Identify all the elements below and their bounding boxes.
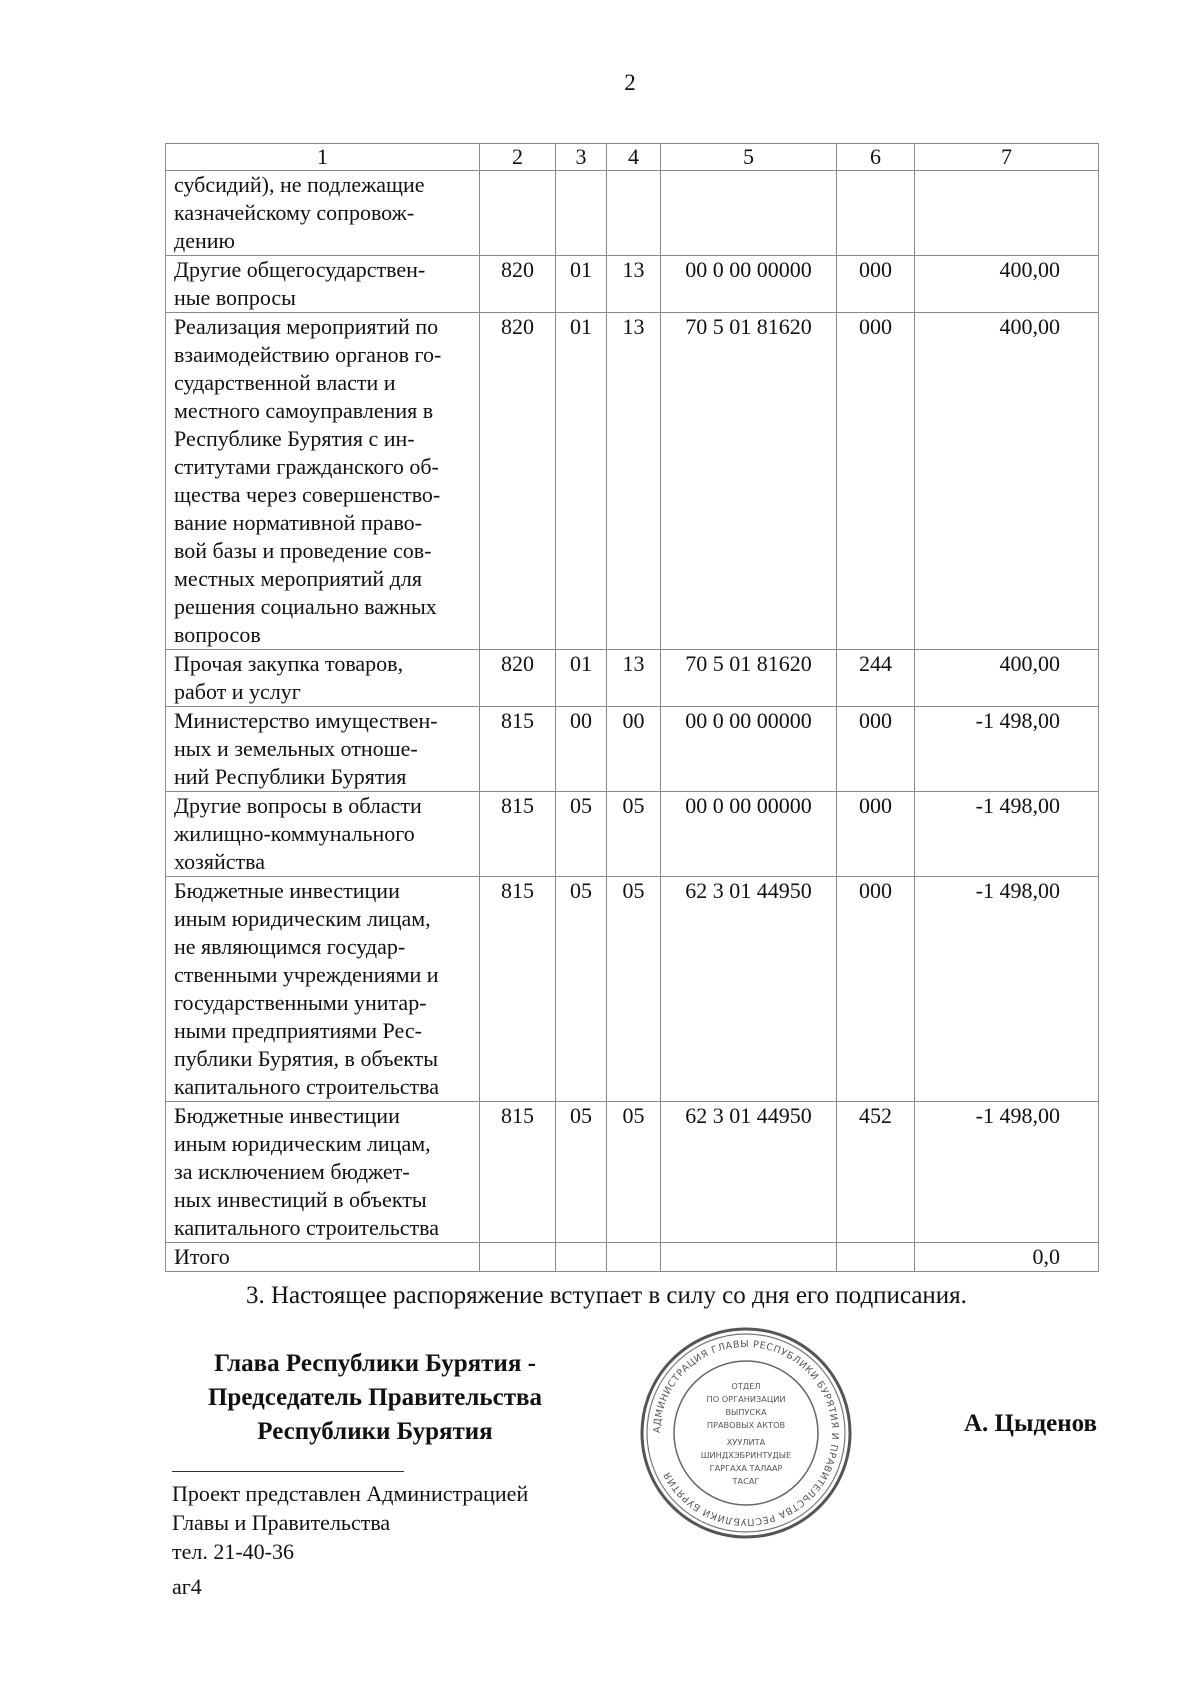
row-name-cell — [166, 877, 480, 1102]
row-name-cell — [166, 707, 480, 792]
svg-text:ГАРГАХА ТАЛААР: ГАРГАХА ТАЛААР — [709, 1463, 783, 1473]
target-article-cell: 70 5 01 81620 — [661, 313, 837, 650]
admin-code-cell — [480, 1243, 556, 1272]
row-name-line: ственными учреждениями и — [174, 962, 439, 987]
row-name-line: Министерство имуществен- — [174, 708, 438, 733]
target-article-cell: 62 3 01 44950 — [661, 877, 837, 1102]
subsection-cell: 13 — [607, 256, 661, 313]
row-name-line: не являющимся государ- — [174, 934, 406, 959]
table-row — [166, 313, 1099, 650]
amount-cell: -1 498,00 — [915, 1102, 1099, 1243]
amount-cell: 400,00 — [915, 313, 1099, 650]
section-cell: 05 — [556, 877, 607, 1102]
amount-cell: 400,00 — [915, 256, 1099, 313]
amount-cell — [915, 171, 1099, 256]
row-name-cell — [166, 650, 480, 707]
footnote-line: Проект представлен Администрацией — [172, 1481, 529, 1506]
svg-text:ХУУЛИТА: ХУУЛИТА — [726, 1437, 766, 1447]
row-name-line: взаимодействию органов го- — [174, 342, 442, 367]
subsection-cell — [607, 1243, 661, 1272]
column-header: 5 — [661, 144, 837, 171]
row-name-line: ститутами гражданского об- — [174, 454, 439, 479]
admin-code-cell: 815 — [480, 707, 556, 792]
svg-text:ПО ОРГАНИЗАЦИИ: ПО ОРГАНИЗАЦИИ — [706, 1394, 786, 1404]
target-article-cell — [661, 171, 837, 256]
row-name-line: казначейскому сопровож- — [174, 200, 415, 225]
clause-effective-date: 3. Настоящее распоряжение вступает в силу со дня его подписания. — [246, 1282, 967, 1309]
signatory-name: А. Цыденов — [963, 1410, 1097, 1437]
table-row — [166, 1102, 1099, 1243]
expense-type-cell: 000 — [837, 313, 915, 650]
row-name-line: государственными унитар- — [174, 990, 427, 1015]
row-name-line: местных мероприятий для — [174, 566, 422, 591]
column-header: 6 — [837, 144, 915, 171]
expense-type-cell: 000 — [837, 877, 915, 1102]
admin-code-cell: 820 — [480, 256, 556, 313]
amount-cell: -1 498,00 — [915, 877, 1099, 1102]
svg-text:АДМИНИСТРАЦИЯ ГЛАВЫ РЕСПУБЛИКИ: АДМИНИСТРАЦИЯ ГЛАВЫ РЕСПУБЛИКИ БУРЯТИЯ И ПРАВИТЕЛЬСТВА РЕСПУБЛИКИ БУРЯТИЯ — [651, 1338, 841, 1528]
row-name-line: Итого — [174, 1244, 230, 1269]
row-name-line: иным юридическим лицам, — [174, 1131, 431, 1156]
row-name-line: жилищно-коммунального — [174, 821, 415, 846]
budget-table — [165, 143, 1099, 1272]
admin-code-cell: 820 — [480, 650, 556, 707]
footnote — [172, 1479, 528, 1601]
table-row — [166, 650, 1099, 707]
table-header-row — [166, 144, 1099, 171]
section-cell: 05 — [556, 792, 607, 877]
signatory-title-line: Председатель Правительства — [207, 1384, 543, 1411]
subsection-cell — [607, 171, 661, 256]
row-name-line: Республике Бурятия с ин- — [174, 426, 415, 451]
row-name-cell — [166, 792, 480, 877]
amount-cell: 400,00 — [915, 650, 1099, 707]
table-row — [166, 877, 1099, 1102]
table-row — [166, 1243, 1099, 1272]
table-row — [166, 792, 1099, 877]
row-name-line: капитального строительства — [174, 1215, 440, 1240]
signatory-title-line: Глава Республики Бурятия - — [214, 1350, 536, 1377]
admin-code-cell — [480, 171, 556, 256]
column-header: 1 — [166, 144, 480, 171]
amount-cell: 0,0 — [915, 1243, 1099, 1272]
row-name-cell — [166, 1102, 480, 1243]
target-article-cell — [661, 1243, 837, 1272]
expense-type-cell — [837, 1243, 915, 1272]
row-name-line: вопросов — [174, 622, 261, 647]
admin-code-cell: 815 — [480, 792, 556, 877]
row-name-cell — [166, 256, 480, 313]
section-cell — [556, 1243, 607, 1272]
row-name-line: работ и услуг — [174, 679, 301, 704]
subsection-cell: 13 — [607, 650, 661, 707]
footnote-divider — [172, 1471, 404, 1472]
subsection-cell: 05 — [607, 877, 661, 1102]
target-article-cell: 00 0 00 00000 — [661, 256, 837, 313]
section-cell: 00 — [556, 707, 607, 792]
expense-type-cell: 000 — [837, 707, 915, 792]
svg-text:ВЫПУСКА: ВЫПУСКА — [725, 1407, 767, 1417]
svg-text:ТАСАГ: ТАСАГ — [732, 1476, 760, 1486]
admin-code-cell: 820 — [480, 313, 556, 650]
section-cell: 01 — [556, 256, 607, 313]
subsection-cell: 00 — [607, 707, 661, 792]
row-name-cell — [166, 313, 480, 650]
row-name-cell — [166, 171, 480, 256]
row-name-line: публики Бурятия, в объекты — [174, 1046, 439, 1071]
row-name-line: ний Республики Бурятия — [174, 764, 407, 789]
column-header: 7 — [915, 144, 1099, 171]
row-name-line: хозяйства — [174, 849, 265, 874]
svg-text:ОТДЕЛ: ОТДЕЛ — [731, 1381, 761, 1391]
row-name-line: Другие общегосударствен- — [174, 257, 426, 282]
row-name-line: местного самоуправления в — [174, 398, 434, 423]
row-name-line: капитального строительства — [174, 1074, 440, 1099]
row-name-line: за исключением бюджет- — [174, 1159, 410, 1184]
column-header: 3 — [556, 144, 607, 171]
column-header: 2 — [480, 144, 556, 171]
table-row — [166, 707, 1099, 792]
row-name-line: дению — [174, 228, 235, 253]
section-cell: 05 — [556, 1102, 607, 1243]
page-number: 2 — [624, 70, 636, 95]
section-cell — [556, 171, 607, 256]
admin-code-cell: 815 — [480, 877, 556, 1102]
official-seal-stamp — [636, 1323, 856, 1543]
section-cell: 01 — [556, 313, 607, 650]
row-name-line: ными предприятиями Рес- — [174, 1018, 422, 1043]
row-name-line: сударственной власти и — [174, 370, 396, 395]
expense-type-cell: 000 — [837, 256, 915, 313]
expense-type-cell — [837, 171, 915, 256]
amount-cell: -1 498,00 — [915, 707, 1099, 792]
subsection-cell: 05 — [607, 792, 661, 877]
row-name-line: Бюджетные инвестиции — [174, 878, 400, 903]
svg-text:ПРАВОВЫХ АКТОВ: ПРАВОВЫХ АКТОВ — [706, 1420, 786, 1430]
row-name-line: ных и земельных отноше- — [174, 736, 418, 761]
row-name-line: ные вопросы — [174, 285, 296, 310]
footnote-line: Главы и Правительства — [172, 1510, 391, 1535]
target-article-cell: 70 5 01 81620 — [661, 650, 837, 707]
row-name-line: субсидий), не подлежащие — [174, 172, 425, 197]
row-name-cell — [166, 1243, 480, 1272]
signatory-title-line: Республики Бурятия — [257, 1418, 493, 1445]
row-name-line: решения социально важных — [174, 594, 437, 619]
target-article-cell: 62 3 01 44950 — [661, 1102, 837, 1243]
footnote-line: тел. 21-40-36 — [172, 1539, 295, 1564]
row-name-line: вой базы и проведение сов- — [174, 538, 432, 563]
table-row — [166, 256, 1099, 313]
svg-text:ШИНДХЭБРИНТУДЫЕ: ШИНДХЭБРИНТУДЫЕ — [700, 1450, 792, 1460]
row-name-line: Бюджетные инвестиции — [174, 1103, 400, 1128]
signatory-title — [165, 1347, 585, 1449]
row-name-line: иным юридическим лицам, — [174, 906, 431, 931]
subsection-cell: 13 — [607, 313, 661, 650]
column-header: 4 — [607, 144, 661, 171]
row-name-line: вание нормативной право- — [174, 510, 423, 535]
target-article-cell: 00 0 00 00000 — [661, 792, 837, 877]
table-row — [166, 171, 1099, 256]
expense-type-cell: 000 — [837, 792, 915, 877]
row-name-line: щества через совершенство- — [174, 482, 441, 507]
row-name-line: Прочая закупка товаров, — [174, 651, 404, 676]
document-code: аг4 — [172, 1574, 202, 1599]
expense-type-cell: 452 — [837, 1102, 915, 1243]
section-cell: 01 — [556, 650, 607, 707]
admin-code-cell: 815 — [480, 1102, 556, 1243]
row-name-line: ных инвестиций в объекты — [174, 1187, 427, 1212]
expense-type-cell: 244 — [837, 650, 915, 707]
target-article-cell: 00 0 00 00000 — [661, 707, 837, 792]
amount-cell: -1 498,00 — [915, 792, 1099, 877]
subsection-cell: 05 — [607, 1102, 661, 1243]
row-name-line: Реализация мероприятий по — [174, 314, 439, 339]
row-name-line: Другие вопросы в области — [174, 793, 422, 818]
